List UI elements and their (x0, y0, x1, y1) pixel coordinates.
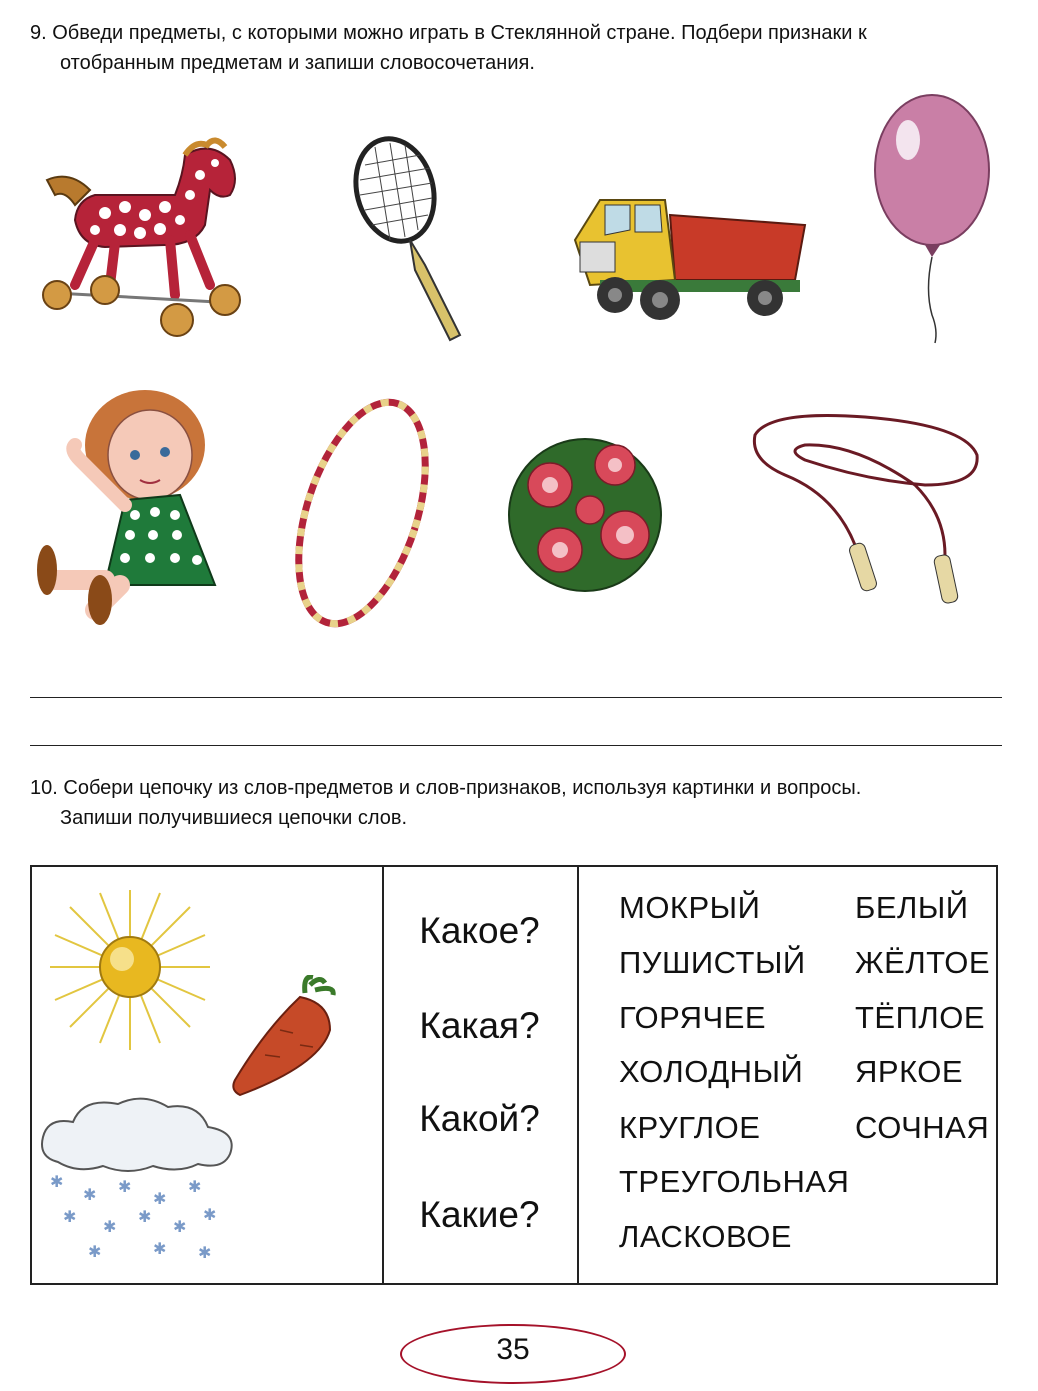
page-number: 35 (496, 1333, 530, 1366)
svg-text:✱: ✱ (88, 1242, 102, 1261)
carrot-icon (225, 975, 340, 1100)
svg-text:✱: ✱ (173, 1217, 187, 1236)
ball-icon (505, 435, 665, 595)
svg-text:✱: ✱ (83, 1185, 97, 1204)
svg-text:✱: ✱ (153, 1189, 167, 1208)
sun-icon (50, 885, 215, 1055)
question-kakaya: Какая? (419, 1005, 540, 1046)
word-item: БЕЛЫЙ (855, 890, 969, 925)
task-9-text (30, 18, 1010, 78)
racket-icon (350, 135, 480, 345)
hoop-icon (280, 395, 445, 635)
svg-text:✱: ✱ (103, 1217, 117, 1236)
word-item: ЛАСКОВОЕ (619, 1219, 792, 1254)
word-item: ХОЛОДНЫЙ (619, 1054, 804, 1089)
writing-line-2[interactable] (30, 745, 1002, 746)
task-9-number: 9. (30, 22, 47, 44)
writing-line-1[interactable] (30, 697, 1002, 698)
svg-text:✱: ✱ (203, 1205, 217, 1224)
word-item: МОКРЫЙ (619, 890, 761, 925)
svg-text:✱: ✱ (50, 1172, 64, 1191)
svg-text:✱: ✱ (198, 1243, 212, 1262)
task-10-text (30, 773, 1010, 833)
doll-icon (35, 390, 225, 630)
task-9-line-1: Обведи предметы, с которыми можно играть в Стеклянной стране. Подбери признаки к (52, 22, 867, 44)
truck-icon (570, 180, 810, 330)
svg-text:✱: ✱ (118, 1177, 132, 1196)
word-item: ЯРКОЕ (855, 1054, 964, 1089)
svg-text:✱: ✱ (153, 1239, 167, 1258)
snow-cloud-icon (38, 1092, 238, 1267)
word-item: ТЁПЛОЕ (855, 1000, 986, 1035)
svg-text:✱: ✱ (188, 1177, 202, 1196)
word-item: КРУГЛОЕ (619, 1110, 761, 1145)
question-kakie: Какие? (419, 1194, 540, 1235)
table-divider-2 (577, 867, 579, 1283)
svg-text:✱: ✱ (138, 1207, 152, 1226)
task-10-number: 10. (30, 777, 58, 799)
task-9-line-2: отобранным предметам и запиши словосочетания. (60, 52, 535, 74)
horse-icon (35, 135, 245, 340)
balloon-icon (870, 75, 1000, 345)
svg-text:✱: ✱ (63, 1207, 77, 1226)
word-item: СОЧНАЯ (855, 1110, 990, 1145)
word-item: ТРЕУГОЛЬНАЯ (619, 1164, 850, 1199)
word-item: ГОРЯЧЕЕ (619, 1000, 767, 1035)
word-item: ЖЁЛТОЕ (855, 945, 990, 980)
question-kakoe: Какое? (419, 910, 540, 951)
task-10-line-1: Собери цепочку из слов-предметов и слов-признаков, используя картинки и вопросы. (63, 777, 862, 799)
jump-rope-icon (745, 405, 985, 610)
task-10-line-2: Запиши получившиеся цепочки слов. (60, 807, 408, 829)
word-item: ПУШИСТЫЙ (619, 945, 806, 980)
question-kakoy: Какой? (419, 1098, 540, 1139)
